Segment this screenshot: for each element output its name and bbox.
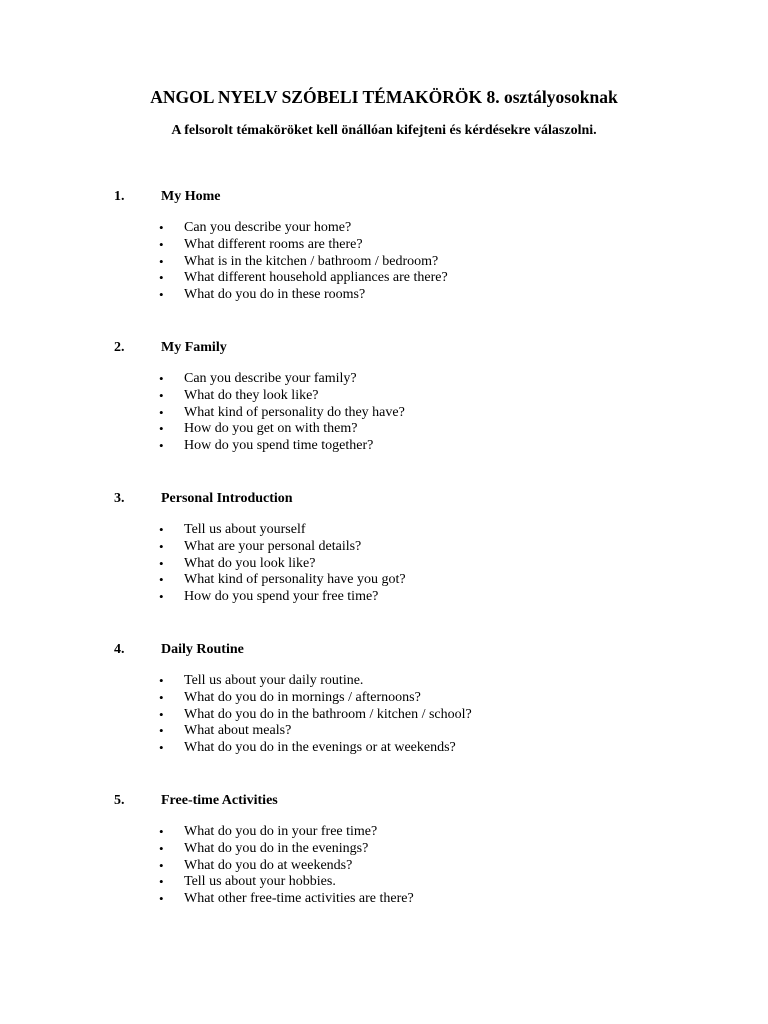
bullet-icon: • xyxy=(159,740,164,756)
topic-section xyxy=(0,489,768,605)
section-heading xyxy=(0,338,768,358)
question-text: What do you do in the bathroom / kitchen / school? xyxy=(184,706,472,722)
bullet-icon: • xyxy=(159,287,164,303)
bullet-icon: • xyxy=(159,589,164,605)
section-number: 3. xyxy=(114,491,125,506)
bullet-icon: • xyxy=(159,404,164,420)
question-text: How do you get on with them? xyxy=(184,421,358,437)
question-text: What do you look like? xyxy=(184,555,316,571)
bullet-icon: • xyxy=(159,236,164,252)
bullet-icon: • xyxy=(159,387,164,403)
question-text: What other free-time activities are there? xyxy=(184,891,414,907)
question-text: What kind of personality have you got? xyxy=(184,572,406,588)
question-text: What do you do in the evenings or at weekends? xyxy=(184,740,456,756)
page-subtitle: A felsorolt témaköröket kell önállóan kifejteni és kérdésekre válaszolni. xyxy=(171,123,597,138)
bullet-icon: • xyxy=(159,891,164,907)
bullet-icon: • xyxy=(159,874,164,890)
bullet-icon: • xyxy=(159,857,164,873)
bullet-icon: • xyxy=(159,673,164,688)
question-text: What different rooms are there? xyxy=(184,236,363,252)
question-text: Can you describe your home? xyxy=(184,220,352,235)
question-text: What do you do in your free time? xyxy=(184,824,378,839)
bullet-icon: • xyxy=(159,538,164,554)
bullet-icon: • xyxy=(159,824,164,839)
question-text: What do you do in these rooms? xyxy=(184,287,366,303)
bullet-icon: • xyxy=(159,220,164,235)
bullet-icon: • xyxy=(159,723,164,739)
question-text: What do they look like? xyxy=(184,387,319,403)
question-text: What are your personal details? xyxy=(184,538,362,554)
section-heading xyxy=(0,187,768,207)
section-title: My Family xyxy=(161,340,227,355)
bullet-icon: • xyxy=(159,840,164,856)
topic-section xyxy=(0,187,768,303)
section-title: Personal Introduction xyxy=(161,491,293,506)
question-text: What different household appliances are there? xyxy=(184,270,448,286)
question-text: What do you do in the evenings? xyxy=(184,840,369,856)
question-text: What kind of personality do they have? xyxy=(184,404,405,420)
topic-section xyxy=(0,338,768,454)
bullet-icon: • xyxy=(159,253,164,269)
section-number: 5. xyxy=(114,793,125,808)
question-text: How do you spend time together? xyxy=(184,438,374,454)
bullet-icon: • xyxy=(159,438,164,454)
topic-section xyxy=(0,791,768,907)
section-number: 1. xyxy=(114,189,125,204)
section-title: My Home xyxy=(161,189,221,204)
question-text: Tell us about yourself xyxy=(184,522,306,537)
bullet-icon: • xyxy=(159,689,164,705)
bullet-icon: • xyxy=(159,371,164,386)
question-text: Tell us about your daily routine. xyxy=(184,673,364,688)
question-text: What do you do in mornings / afternoons? xyxy=(184,689,421,705)
bullet-icon: • xyxy=(159,572,164,588)
question-text: Tell us about your hobbies. xyxy=(184,874,336,890)
bullet-icon: • xyxy=(159,421,164,437)
question-text: Can you describe your family? xyxy=(184,371,357,386)
section-title: Daily Routine xyxy=(161,642,244,657)
page-title: ANGOL NYELV SZÓBELI TÉMAKÖRÖK 8. osztályosoknak xyxy=(150,87,618,107)
bullet-icon: • xyxy=(159,270,164,286)
bullet-icon: • xyxy=(159,555,164,571)
question-text: How do you spend your free time? xyxy=(184,589,379,605)
topic-section xyxy=(0,640,768,756)
section-title: Free-time Activities xyxy=(161,793,278,808)
question-text: What about meals? xyxy=(184,723,292,739)
question-text: What is in the kitchen / bathroom / bedroom? xyxy=(184,253,439,269)
bullet-icon: • xyxy=(159,522,164,537)
question-text: What do you do at weekends? xyxy=(184,857,353,873)
section-heading xyxy=(0,791,768,811)
section-heading xyxy=(0,640,768,660)
section-heading xyxy=(0,489,768,509)
section-number: 2. xyxy=(114,340,125,355)
bullet-icon: • xyxy=(159,706,164,722)
section-number: 4. xyxy=(114,642,125,657)
